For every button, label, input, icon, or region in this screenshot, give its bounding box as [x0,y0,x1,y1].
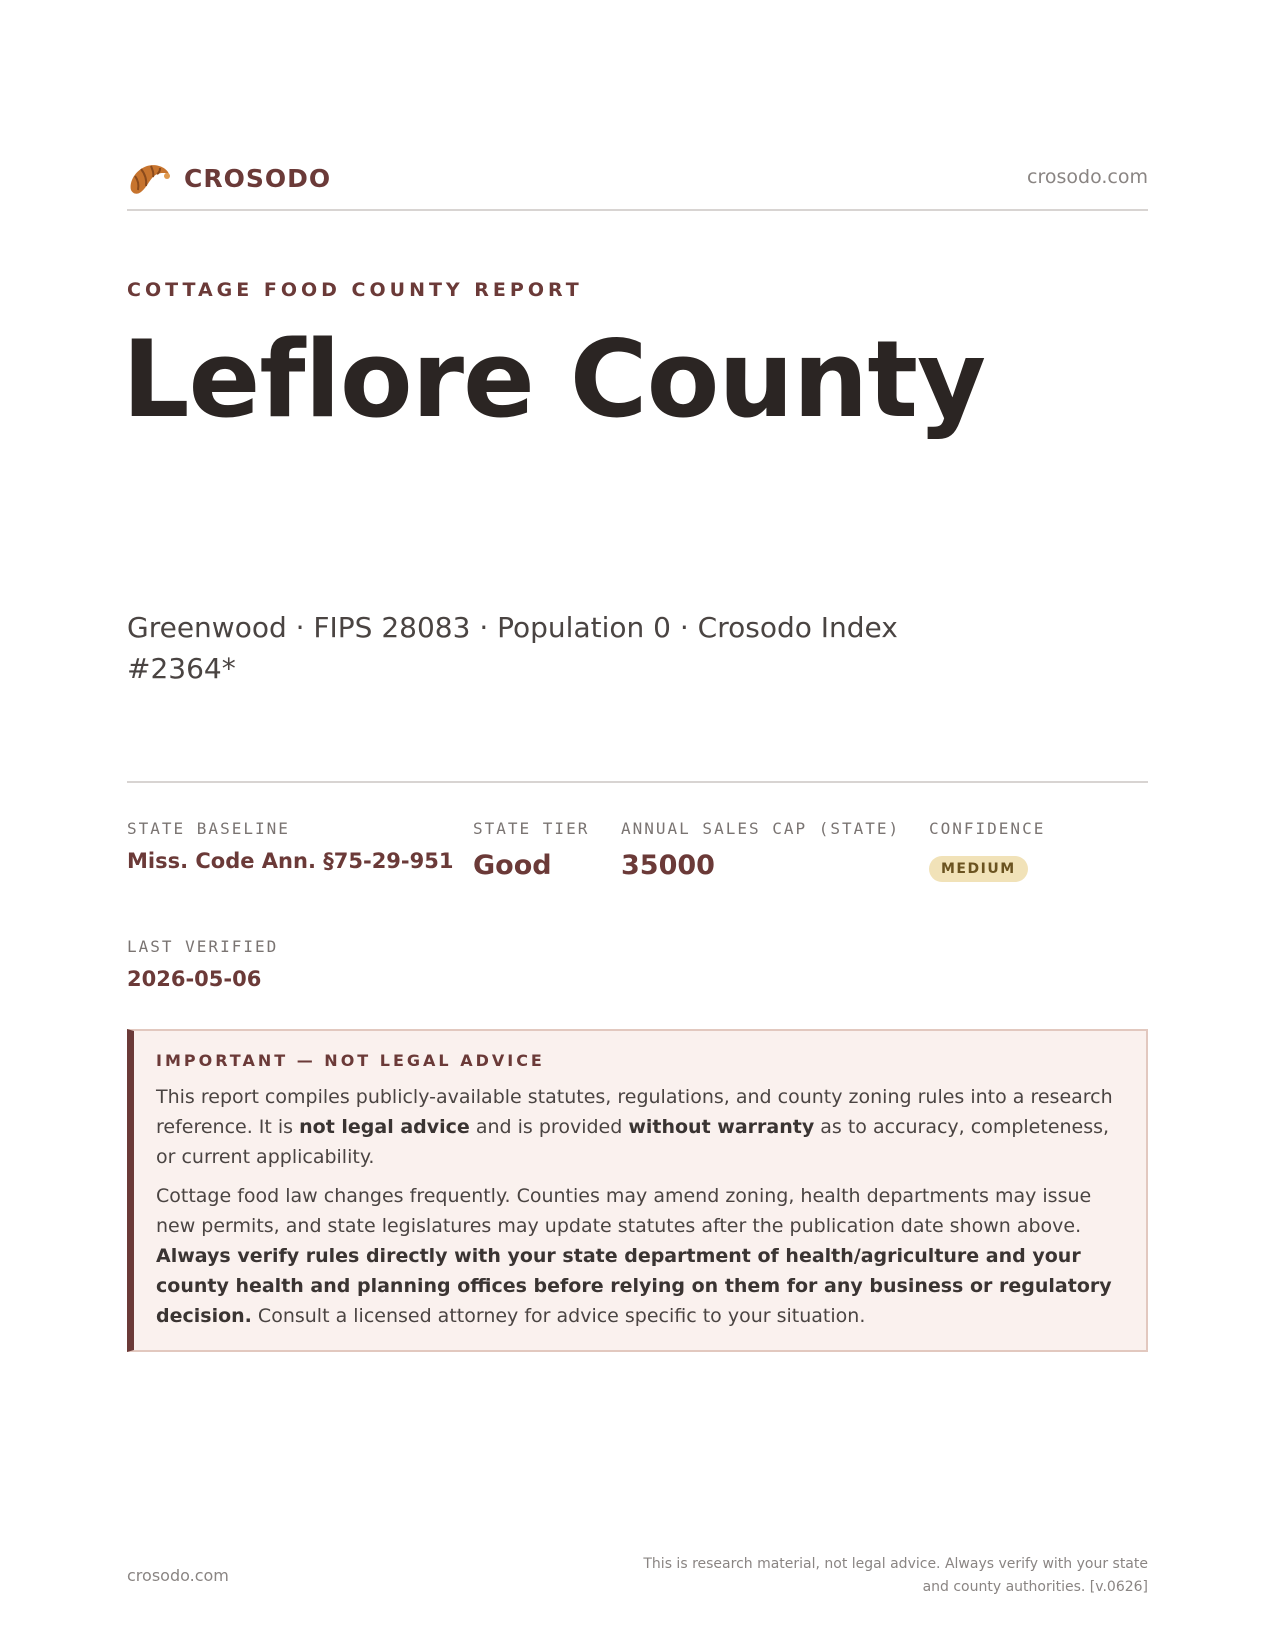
legal-notice [127,1029,1148,1352]
state-tier-value: Good [473,850,552,881]
footer-domain-link[interactable]: crosodo.com [127,1566,229,1585]
state-tier-label: STATE TIER [473,819,590,838]
brand-header [127,160,1148,198]
footer-disclaimer-line-1: This is research material, not legal advice. Always verify with your state [643,1556,1148,1572]
notice-paragraph-1: This report compiles publicly-available statutes, regulations, and county zoning rules into a research reference. It is not legal advice and is provided without warranty as to accuracy, completeness, or current applicability. [156,1086,1113,1168]
last-verified-value: 2026-05-06 [127,967,262,991]
sales-cap-label: ANNUAL SALES CAP (STATE) [621,819,901,838]
report-page [122,0,1148,1650]
brand-name: CROSODO [184,164,332,193]
confidence-badge: MEDIUM [929,856,1028,882]
state-baseline-value: Miss. Code Ann. §75-29-951 [127,849,454,873]
footer-disclaimer-line-2: and county authorities. [v.0626] [922,1579,1148,1595]
confidence-label: CONFIDENCE [929,819,1046,838]
sales-cap-value: 35000 [621,850,715,881]
header-domain-link[interactable]: crosodo.com [1027,166,1148,188]
section-divider [127,781,1148,783]
header-divider [127,209,1148,211]
report-eyebrow: COTTAGE FOOD COUNTY REPORT [127,279,583,301]
county-title: Leflore County [122,318,986,441]
notice-title: IMPORTANT — NOT LEGAL ADVICE [156,1051,545,1070]
footer-disclaimer [628,1553,1148,1599]
county-subtitle: Greenwood · FIPS 28083 · Population 0 · Crosodo Index #2364* [127,611,898,685]
last-verified-label: LAST VERIFIED [127,937,279,956]
notice-paragraph-2: Cottage food law changes frequently. Counties may amend zoning, health departments may issue new permits, and state legislatures may update statutes after the publication date shown above. Always verify rules directly with your state department of health/agriculture and your county health and planning offices before relying on them for any business or regulatory decision. Consult a licensed attorney for advice specific to your situation. [156,1185,1112,1327]
state-baseline-label: STATE BASELINE [127,819,290,838]
croissant-icon [127,160,171,198]
